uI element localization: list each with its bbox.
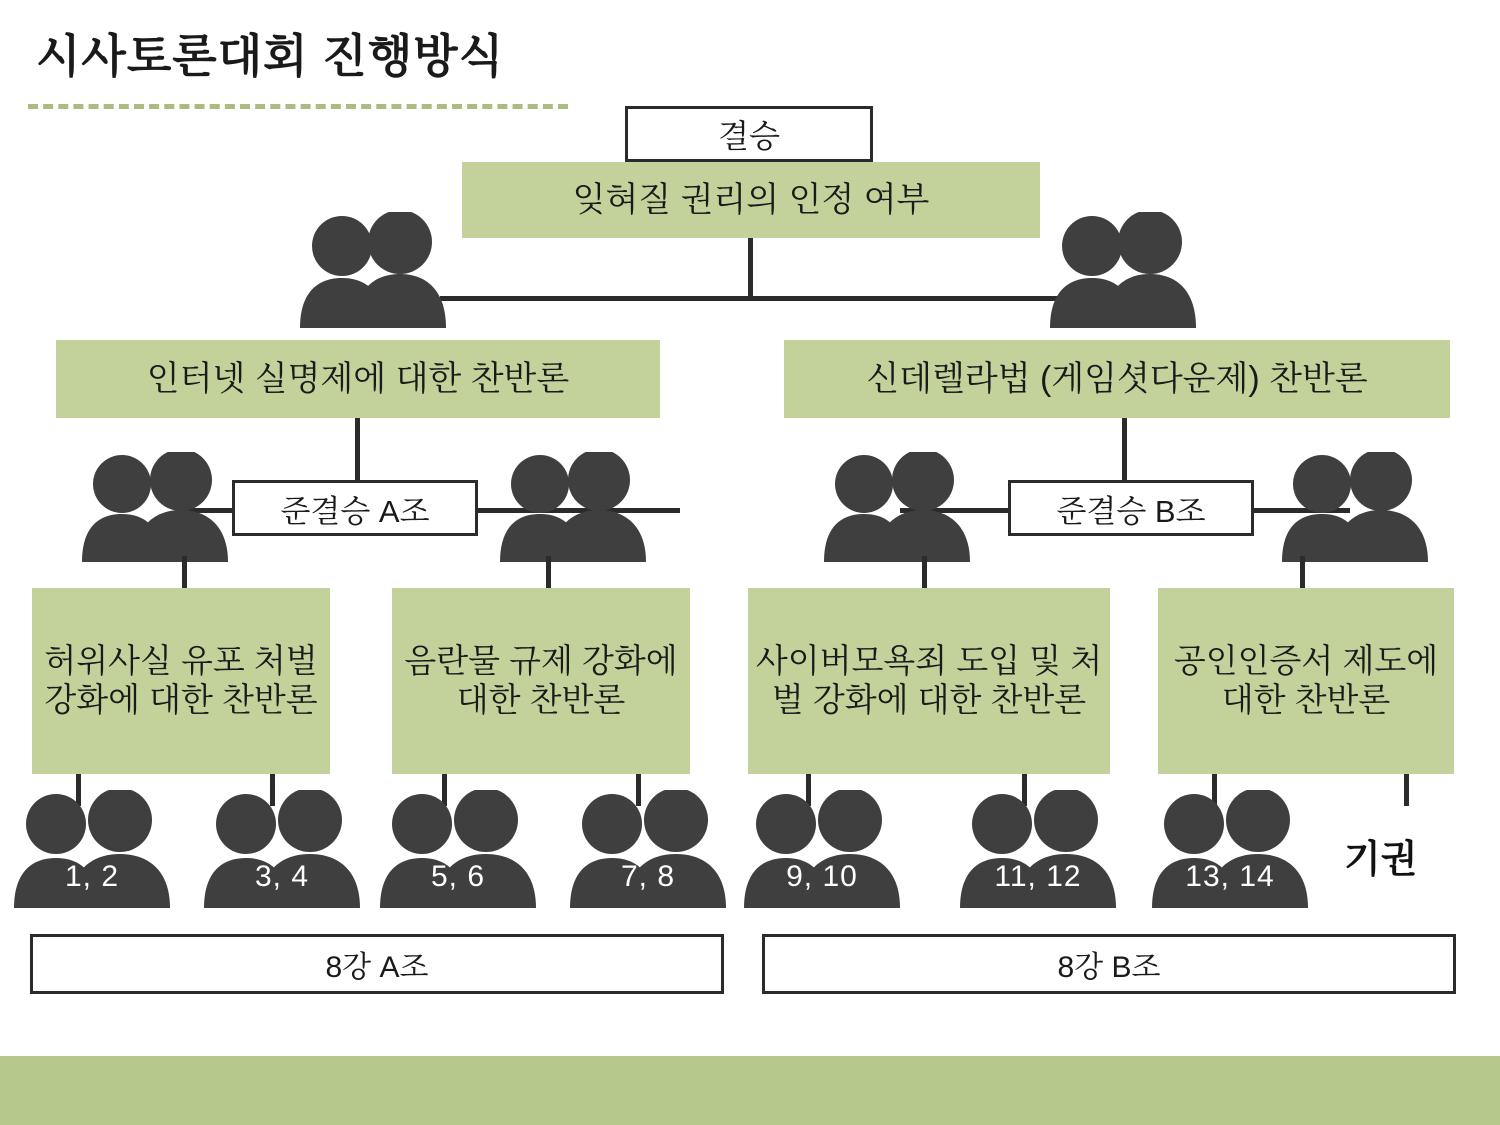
group-label-a: 8강 A조 [30,934,724,994]
connector-final-down [748,238,753,298]
seed-group-5 [742,790,902,910]
seed-label-2: 3, 4 [254,860,310,893]
connector-qf-4-down [1300,556,1305,590]
final-label: 결승 [625,106,873,162]
seed-label-7: 13, 14 [1185,860,1275,893]
people-icon-semifinal-b-left [820,452,972,562]
people-icon-semifinal-a-right [496,452,648,562]
seed-group-6 [958,790,1118,910]
seed-group-7 [1150,790,1310,910]
semifinal-label-b: 준결승 B조 [1008,480,1254,536]
people-icon-final-right [1046,212,1198,328]
seed-label-6: 11, 12 [994,860,1082,893]
seed-group-2 [202,790,362,910]
page-title: 시사토론대회 진행방식 [36,30,505,82]
group-label-b: 8강 B조 [762,934,1456,994]
connector-final-horizontal [440,296,1112,301]
semifinal-topic-a: 인터넷 실명제에 대한 찬반론 [56,340,660,418]
final-topic: 잊혀질 권리의 인정 여부 [462,162,1040,238]
semifinal-label-a: 준결승 A조 [232,480,478,536]
seed-label-5: 9, 10 [786,860,858,893]
quarterfinal-topic-3: 사이버모욕죄 도입 및 처벌 강화에 대한 찬반론 [748,588,1110,774]
seed-group-1 [12,790,172,910]
people-icon-semifinal-b-right [1278,452,1430,562]
abstain-label: 기권 [1344,839,1418,881]
title-divider [28,104,568,109]
connector-qf-1-down [182,556,187,590]
seed-group-4 [568,790,728,910]
seed-label-4: 7, 8 [620,860,676,893]
seed-group-3 [378,790,538,910]
people-icon-semifinal-a-left [78,452,230,562]
quarterfinal-topic-1: 허위사실 유포 처벌 강화에 대한 찬반론 [32,588,330,774]
quarterfinal-topic-2: 음란물 규제 강화에 대한 찬반론 [392,588,690,774]
connector-seed-8-up [1404,774,1409,806]
footer-band [0,1056,1500,1125]
people-icon-final-left [296,212,448,328]
seed-label-3: 5, 6 [430,860,486,893]
connector-qf-2-down [546,556,551,590]
seed-label-1: 1, 2 [64,860,120,893]
quarterfinal-topic-4: 공인인증서 제도에 대한 찬반론 [1158,588,1454,774]
connector-qf-3-down [922,556,927,590]
semifinal-topic-b: 신데렐라법 (게임셧다운제) 찬반론 [784,340,1450,418]
